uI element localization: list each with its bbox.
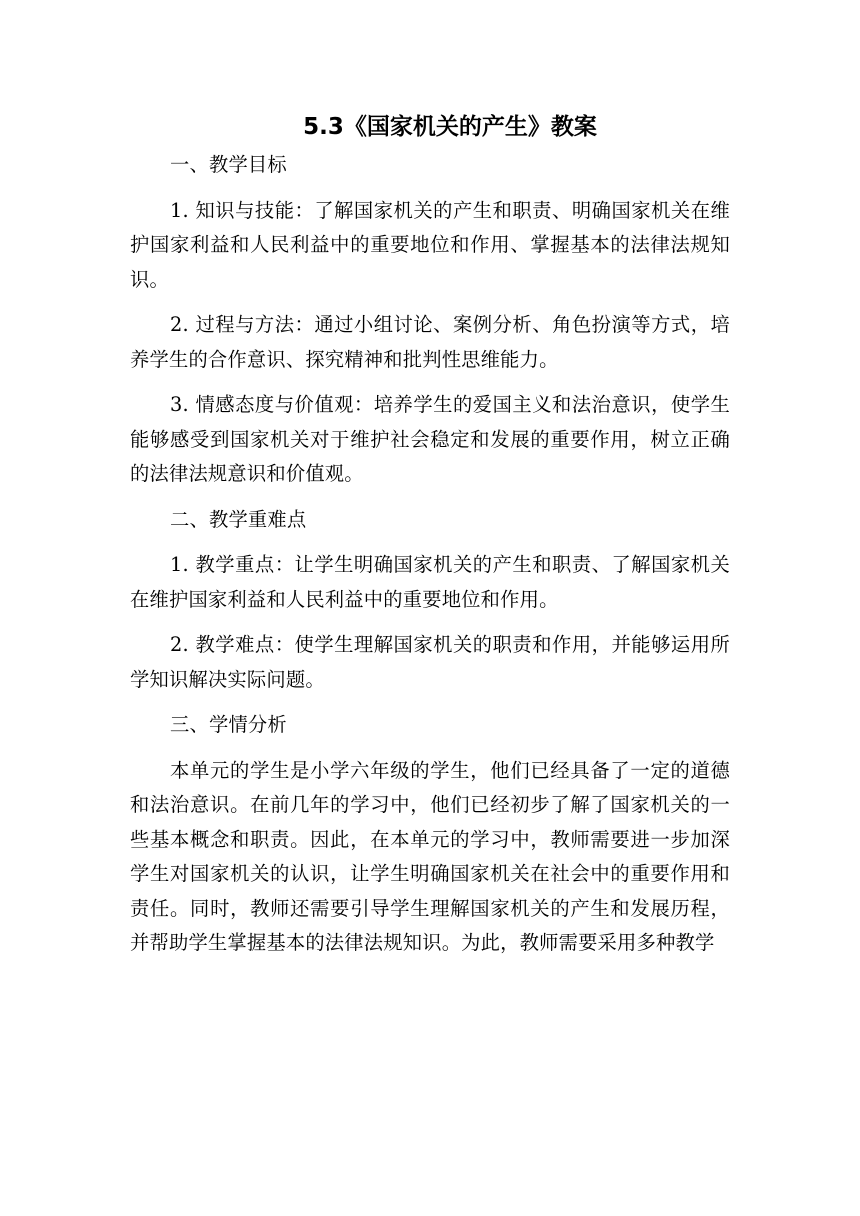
paragraph-knowledge-skills: 1. 知识与技能：了解国家机关的产生和职责、明确国家机关在维护国家利益和人民利益中的重要地位和作用、掌握基本的法律法规知识。 bbox=[130, 198, 730, 291]
section-heading-objectives: 一、教学目标 bbox=[170, 153, 287, 176]
paragraph-process-methods: 2. 过程与方法：通过小组讨论、案例分析、角色扮演等方式，培养学生的合作意识、探究精神和批判性思维能力。 bbox=[130, 313, 730, 371]
document-title: 5.3《国家机关的产生》教案 bbox=[303, 114, 597, 140]
paragraph-student-analysis: 本单元的学生是小学六年级的学生，他们已经具备了一定的道德和法治意识。在前几年的学习中，他们已经初步了解了国家机关的一些基本概念和职责。因此，在本单元的学习中，教师需要进一步加深学生对国家机关的认识，让学生明确国家机关在社会中的重要作用和责任。同时，教师还需要引导学生理解国家机关的产生和发展历程，并帮助学生掌握基本的法律法规知识。为此，教师需要采用多种教学 bbox=[130, 758, 730, 954]
section-heading-key-points: 二、教学重难点 bbox=[170, 507, 307, 531]
document-page bbox=[130, 110, 730, 972]
section-heading-analysis: 三、学情分析 bbox=[170, 713, 287, 736]
paragraph-difficulty: 2. 教学难点：使学生理解国家机关的职责和作用，并能够运用所学知识解决实际问题。 bbox=[130, 633, 730, 691]
paragraph-key-point: 1. 教学重点：让学生明确国家机关的产生和职责、了解国家机关在维护国家利益和人民利益中的重要地位和作用。 bbox=[130, 553, 730, 611]
paragraph-emotion-values: 3. 情感态度与价值观：培养学生的爱国主义和法治意识，使学生能够感受到国家机关对于维护社会稳定和发展的重要作用，树立正确的法律法规意识和价值观。 bbox=[130, 393, 730, 485]
